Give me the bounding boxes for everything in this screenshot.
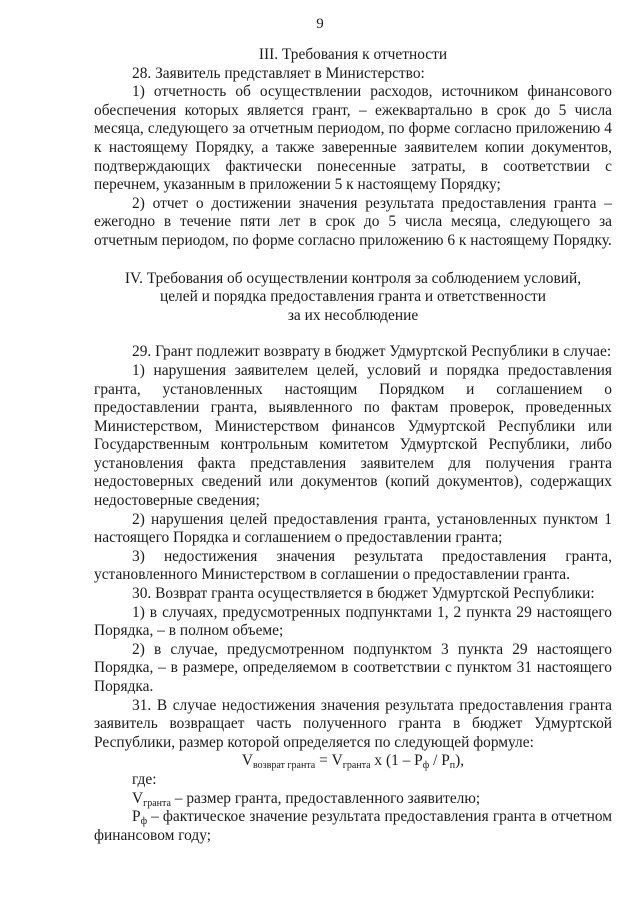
formula-grant-subscript: гранта — [342, 760, 371, 772]
formula-part-1: x (1 – P — [370, 752, 423, 770]
paragraph-30-1: 1) в случаях, предусмотренных подпунктами 1, 2 пункта 29 настоящего Порядка, – в полном объеме; — [94, 603, 612, 640]
formula-pp-subscript: п — [449, 760, 456, 772]
section-4-heading — [94, 270, 612, 326]
paragraph-28-1: 1) отчетность об осуществлении расходов, источником финансового обеспечения которых является грант, – ежеквартально в срок до 5 числа месяца, следующего за отчетным периодом, по форме согласно приложению 4 к настоящему Порядку, а также заверенные заявителем копии документов, подтверждающих фактически понесенные затраты, в соответствии с перечнем, указанным в приложении 5 к настоящему Порядку; — [94, 83, 612, 194]
section-4-heading-line-3: за их несоблюдение — [287, 306, 419, 324]
p-definition: – фактическое значение результата предоставления гранта в отчетном финансовом году; — [94, 808, 612, 844]
formula-part-3: ), — [455, 752, 465, 770]
section-4-heading-line-2: целей и порядка предоставления гранта и ответственности — [159, 288, 547, 306]
paragraph-29-1: 1) нарушения заявителем целей, условий и порядка предоставления гранта, установленных настоящим Порядком и соглашением о предоставлении гранта, выявленного по фактам проверок, проведенных Министерством, Министерством финансов Удмуртской Республики или Государственным контрольным комитетом Удмуртской Республики, либо установления факта представления заявителем для получения гранта недостоверных сведений или документов (копий документов), содержащих недостоверные сведения; — [94, 361, 612, 510]
formula-lhs-subscript: возврат гранта — [253, 760, 316, 772]
paragraph-29-3: 3) недостижения значения результата предоставления гранта, установленного Министерством в соглашении о предоставлении гранта. — [94, 547, 612, 584]
paragraph-29: 29. Грант подлежит возврату в бюджет Удмуртской Республики в случае: — [132, 343, 612, 361]
refund-formula — [94, 752, 612, 771]
formula-equals: = V — [315, 752, 343, 770]
paragraph-30-2: 2) в случае, предусмотренном подпунктом 3 пункта 29 настоящего Порядка, – в размере, определяемом в соответствии с пунктом 31 настоящего Порядка. — [94, 640, 612, 695]
formula-pf-subscript: ф — [422, 760, 430, 772]
v-definition: – размер гранта, предоставленного заявителю; — [170, 789, 481, 807]
section-4-heading-line-1: IV. Требования об осуществлении контроля за соблюдением условий, — [124, 269, 582, 287]
formula-lhs: V — [241, 752, 254, 770]
paragraph-28-2: 2) отчет о достижении значения результата предоставления гранта – ежегодно в течение пяти лет в срок до 5 числа месяца, следующего за отчетным периодом, по форме согласно приложению 6 к настоящему Порядку. — [94, 194, 612, 249]
paragraph-31: 31. В случае недостижения значения результата предоставления гранта заявитель возвращает часть полученного гранта в бюджет Удмуртской Республики, размер которой определяется по следующей формуле: — [94, 696, 612, 751]
paragraph-29-2: 2) нарушения целей предоставления гранта, установленных пунктом 1 настоящего Порядка и соглашением о предоставлении гранта; — [94, 510, 612, 547]
section-3-heading: III. Требования к отчетности — [258, 46, 448, 63]
paragraph-28: 28. Заявитель представляет в Министерство: — [132, 64, 425, 82]
where-label: где: — [132, 770, 157, 788]
definition-v-grant — [94, 790, 612, 809]
definition-p-fact — [94, 808, 612, 845]
page-number: 9 — [316, 16, 324, 32]
p-subscript: ф — [140, 816, 148, 828]
formula-part-2: / P — [429, 752, 450, 770]
document-body — [94, 46, 612, 845]
paragraph-30: 30. Возврат гранта осуществляется в бюджет Удмуртской Республики: — [132, 585, 595, 603]
v-subscript: гранта — [143, 797, 171, 809]
v-symbol: V — [132, 789, 144, 807]
p-symbol: P — [132, 808, 141, 826]
